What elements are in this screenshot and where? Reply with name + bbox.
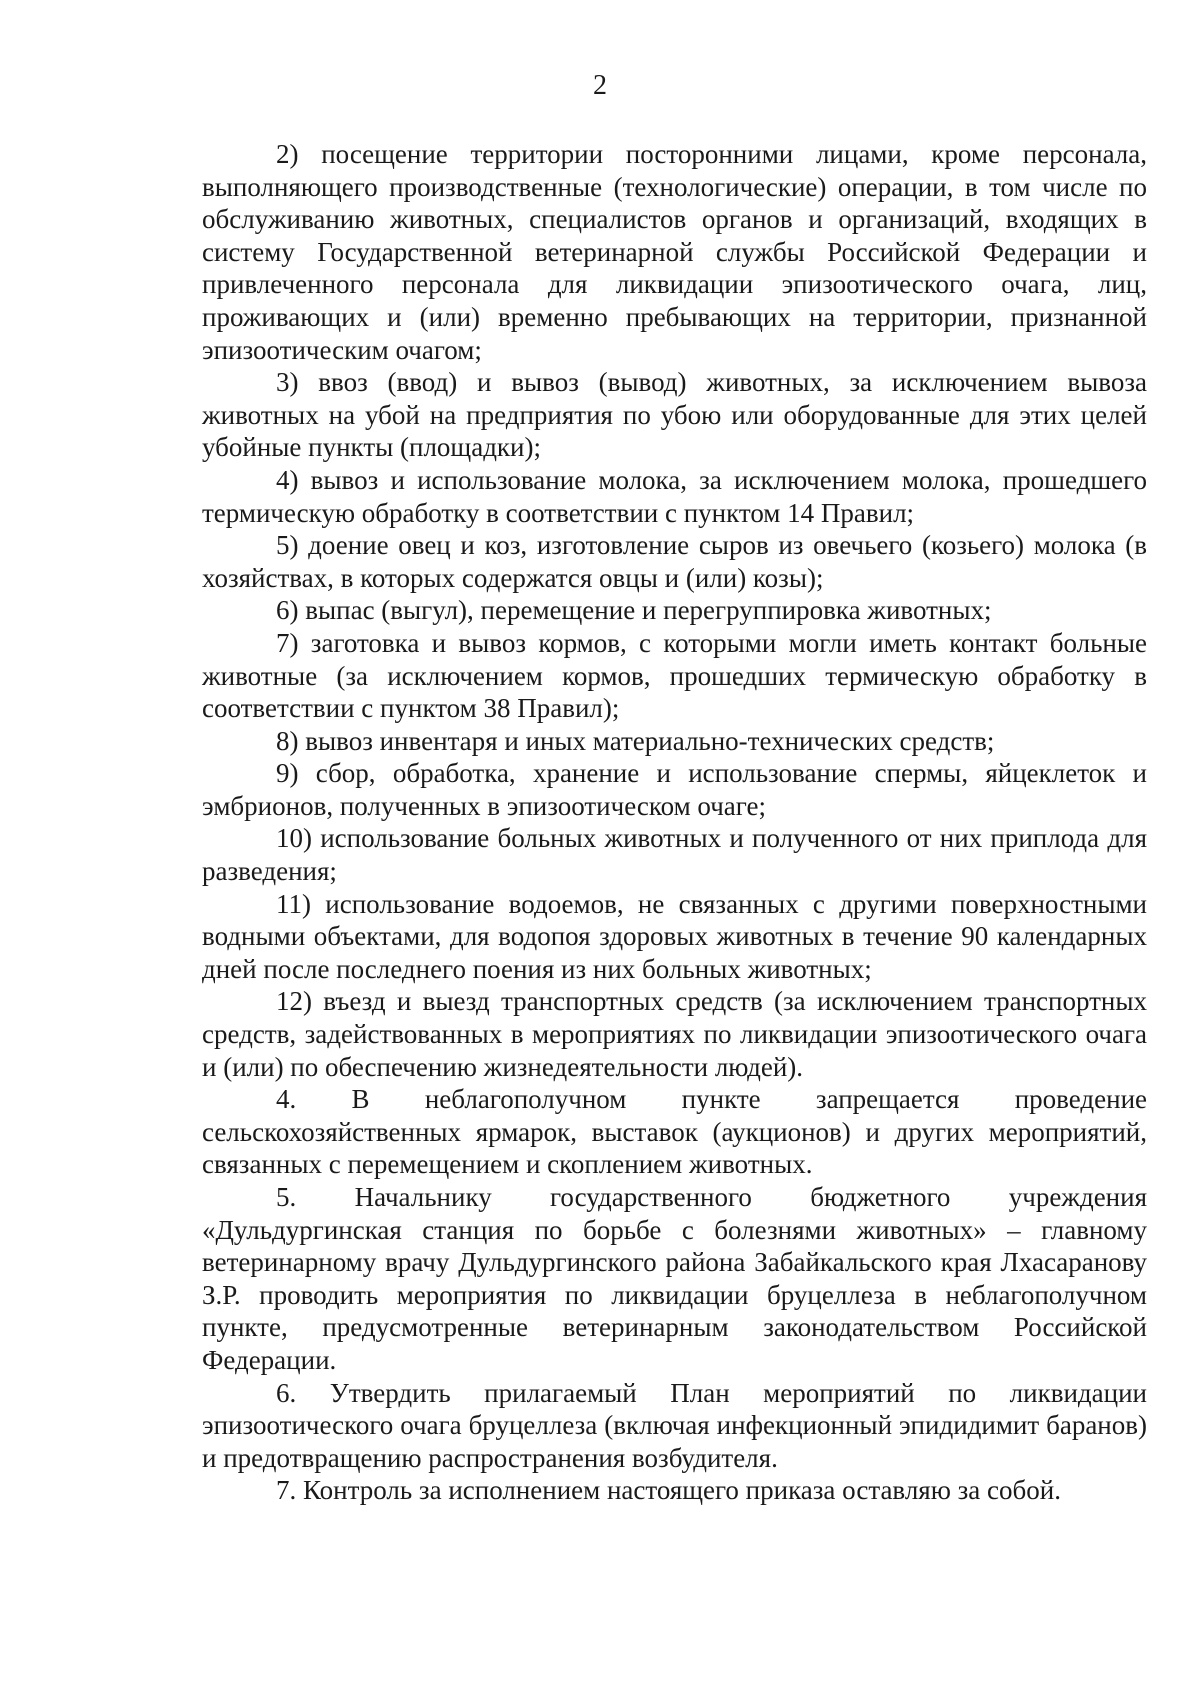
paragraph-item-9: 9) сбор, обработка, хранение и использование спермы, яйцеклеток и эмбрионов, полученных в эпизоотическом очаге; [202,758,1147,821]
paragraph-clause-4: 4. В неблагополучном пункте запрещается проведение сельскохозяйственных ярмарок, выставок (аукционов) и других мероприятий, связанных с перемещением и скоплением животных. [202,1084,1147,1180]
paragraph-item-2: 2) посещение территории посторонними лицами, кроме персонала, выполняющего производственные (технологические) операции, в том числе по обслуживанию животных, специалистов органов и организаций, входящих в систему Государственной ветеринарной службы Российской Федерации и привлеченного персонала для ликвидации эпизоотического очага, лиц, проживающих и (или) временно пребывающих на территории, признанной эпизоотическим очагом; [202,139,1147,365]
paragraph-item-10: 10) использование больных животных и полученного от них приплода для разведения; [202,823,1147,887]
paragraph-clause-5: 5. Начальнику государственного бюджетного учреждения «Дульдургинская станция по борьбе с болезнями животных» – главному ветеринарному врачу Дульдургинского района Забайкальского края Лхасаранову З.Р. проводить мероприятия по ликвидации бруцеллеза в неблагополучном пункте, предусмотренные ветеринарным законодательством Российской Федерации. [202,1182,1147,1375]
paragraph-item-8: 8) вывоз инвентаря и иных материально-технических средств; [276,725,995,756]
paragraph-item-3: 3) ввоз (ввод) и вывоз (вывод) животных, за исключением вывоза животных на убой на предприятия по убою или оборудованные для этих целей убойные пункты (площадки); [202,367,1147,463]
paragraph-item-12: 12) въезд и выезд транспортных средств (за исключением транспортных средств, задействованных в мероприятиях по ликвидации эпизоотического очага и (или) по обеспечению жизнедеятельности людей). [202,986,1147,1082]
document-body [202,138,1147,1507]
paragraph-clause-7: 7. Контроль за исполнением настоящего приказа оставляю за собой. [276,1475,1061,1506]
paragraph-clause-6: 6. Утвердить прилагаемый План мероприятий по ликвидации эпизоотического очага бруцеллеза (включая инфекционный эпидидимит баранов) и предотвращению распространения возбудителя. [202,1377,1147,1473]
page-number: 2 [593,70,607,101]
paragraph-item-5: 5) доение овец и коз, изготовление сыров из овечьего (козьего) молока (в хозяйствах, в которых содержатся овцы и (или) козы); [202,530,1147,593]
paragraph-item-4: 4) вывоз и использование молока, за исключением молока, прошедшего термическую обработку в соответствии с пунктом 14 Правил; [202,464,1147,528]
paragraph-item-11: 11) использование водоемов, не связанных с другими поверхностными водными объектами, для водопоя здоровых животных в течение 90 календарных дней после последнего поения из них больных животных; [202,888,1147,984]
paragraph-item-6: 6) выпас (выгул), перемещение и перегруппировка животных; [276,595,992,626]
paragraph-item-7: 7) заготовка и вывоз кормов, с которыми могли иметь контакт больные животные (за исключением кормов, прошедших термическую обработку в соответствии с пунктом 38 Правил); [202,627,1147,724]
